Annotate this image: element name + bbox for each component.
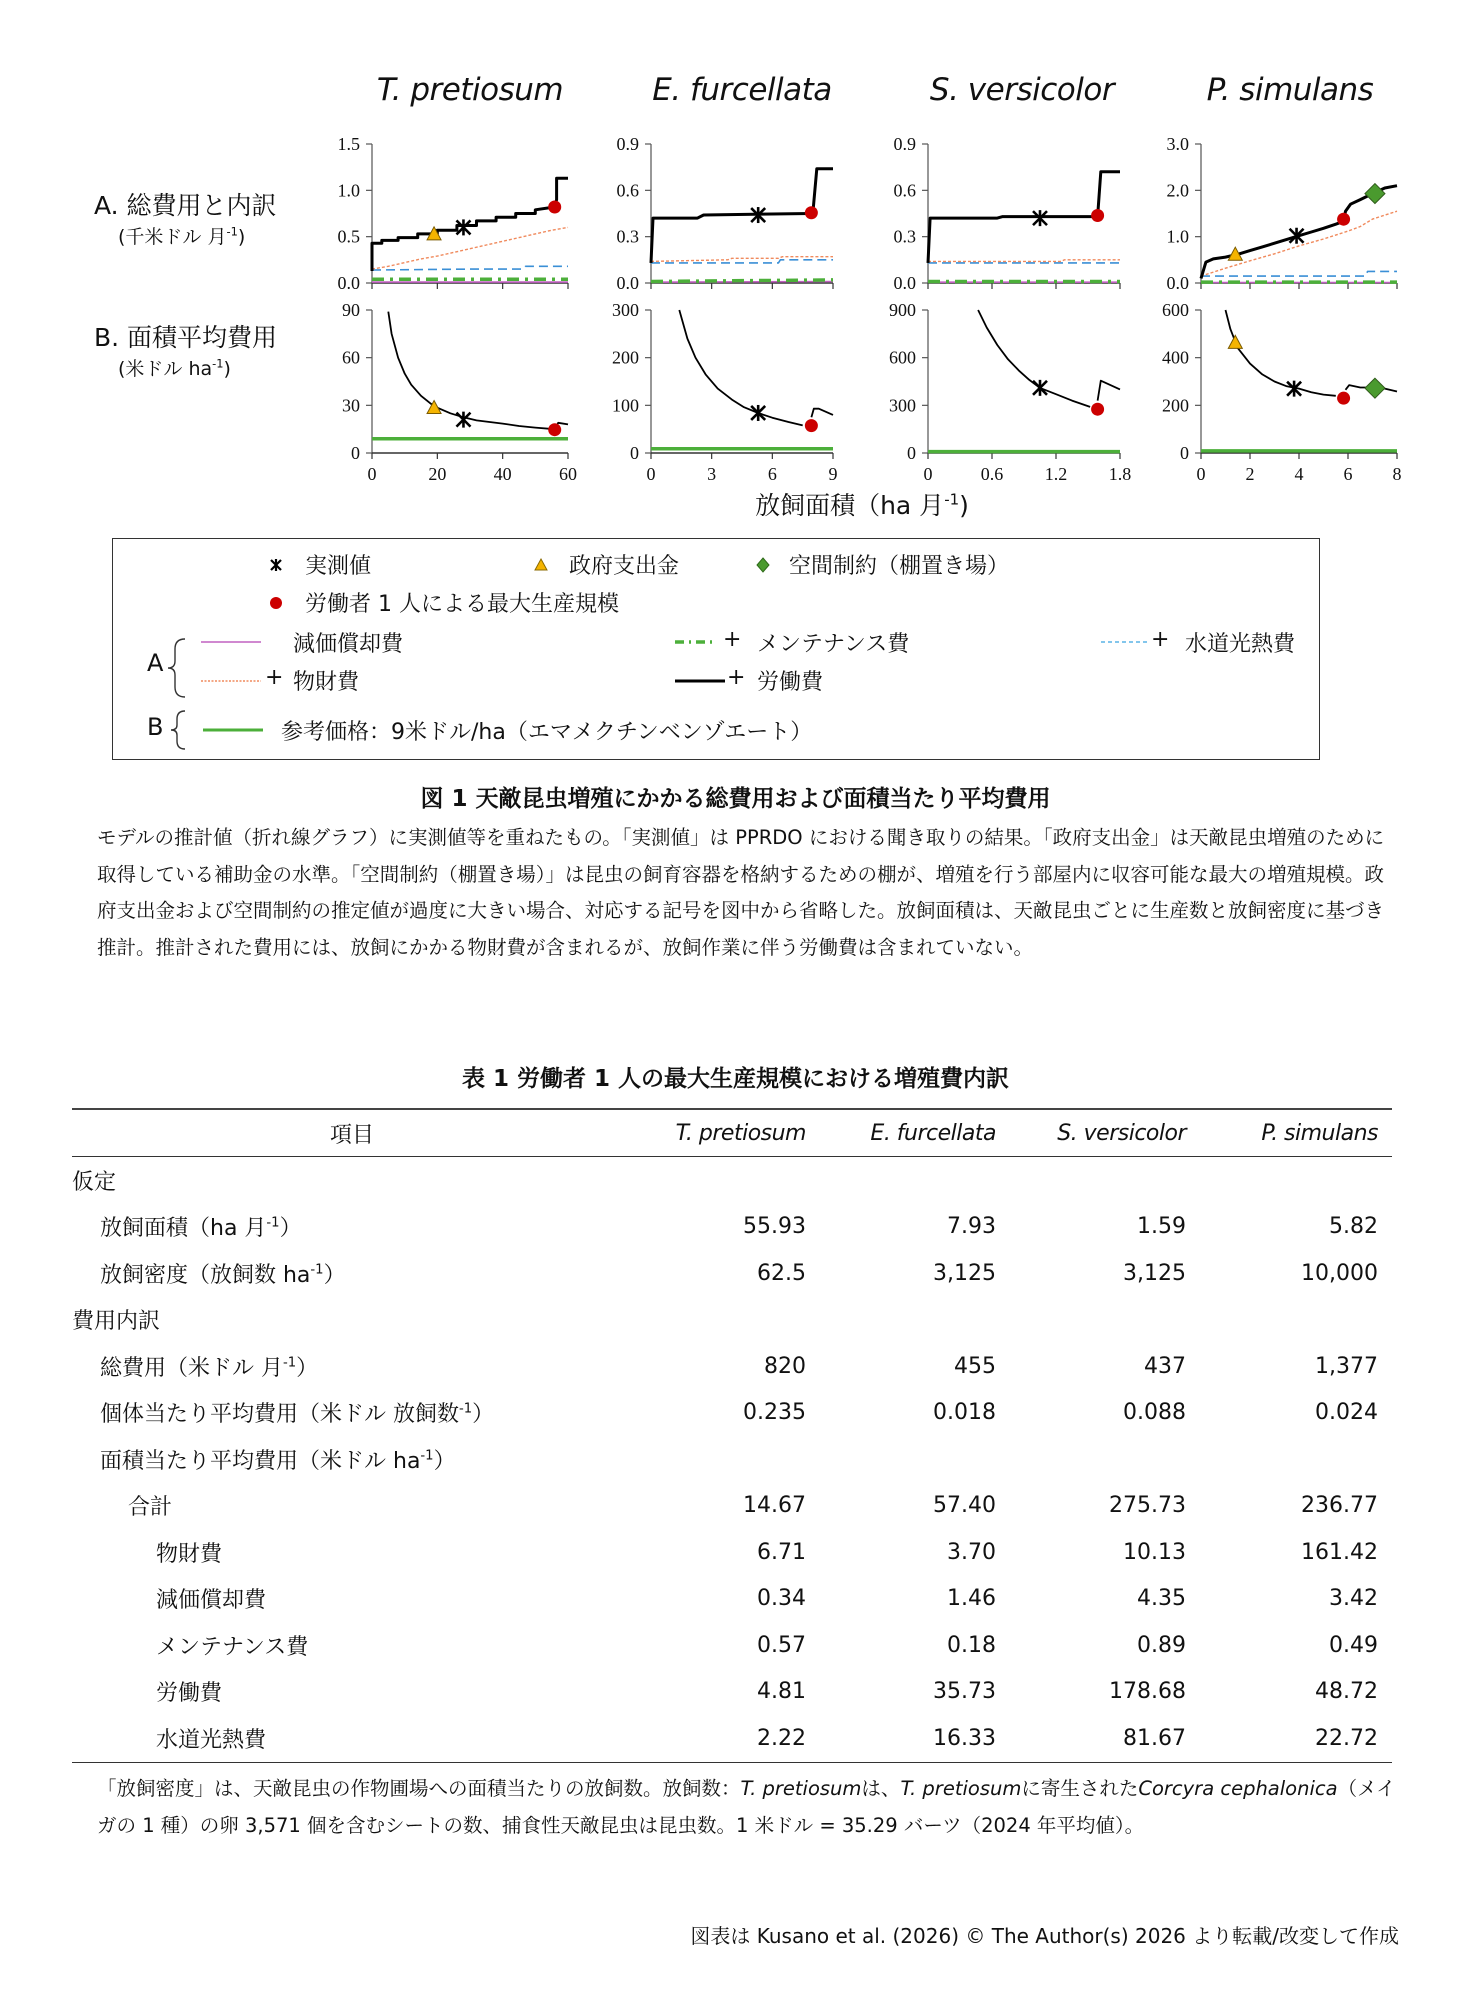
observed-marker [456,219,470,235]
table-row [72,1297,1392,1344]
legend-depreciation: 減価償却費 [293,632,404,657]
table-row [72,1715,1392,1762]
cell-value: 3,125 [1123,1260,1186,1286]
y-tick-label: 0.0 [616,273,639,293]
y-tick-label: 60 [342,347,360,368]
x-tick-label: 0 [923,464,933,484]
y-tick-label: 0 [351,443,360,463]
y-tick-label: 600 [889,347,916,368]
y-tick-label: 200 [612,347,639,368]
cell-value: 57.40 [933,1493,996,1519]
x-tick-label: 8 [1392,464,1402,484]
table-note: 「放飼密度」は、天敵昆虫の作物圃場への面積当たりの放飼数。放飼数：T. pretiosumは、T. pretiosumに寄生されたCorcyra cephalonica（メイガの 1 種）の卵 3,571 個を含むシートの数、捕食性天敵昆虫は昆虫数。1 米ドル = 35.29 バーツ（2024 年平均値）。 [97,1777,1396,1837]
cell-value: 3,125 [933,1260,996,1286]
x-tick-label: 6 [767,464,777,484]
x-tick-label: 40 [493,464,512,484]
legend-space: 空間制約（棚置き場） [789,554,1010,579]
cell-value: 275.73 [1109,1493,1186,1519]
cell-value: 22.72 [1200,1715,1392,1762]
y-tick-label: 90 [342,300,360,320]
observed-marker [1033,380,1047,396]
legend-materials-plus: + [265,665,284,690]
legend-group-a: A [147,649,164,677]
materials-line [1201,211,1397,276]
max-scale-marker [548,423,561,436]
table-row [72,1529,1392,1576]
y-tick-label: 400 [1162,347,1189,368]
legend-maintenance: メンテナンス費 [757,632,910,657]
table-row [72,1436,1392,1483]
cell-value: 1,377 [1315,1353,1378,1379]
panel-B-0 [342,300,577,484]
cell-value: 6.71 [757,1539,806,1565]
legend-reference: 参考価格：9米ドル/ha（エマメクチンベンゾエート） [281,720,813,745]
cell-value [1010,1297,1200,1344]
cell-value: 48.72 [1315,1679,1378,1705]
cell-value: 0.018 [933,1400,996,1426]
observed-marker [456,412,470,428]
panel-B-2 [889,300,1131,484]
row-label: 放飼面積（ha 月$^{-1}$） [100,1215,302,1242]
cell-value: 4.35 [1137,1586,1186,1612]
x-tick-label: 9 [828,464,838,484]
cell-value: 14.67 [743,1493,806,1519]
cell-value: 820 [764,1353,806,1379]
y-tick-label: 0.9 [616,134,639,154]
chart-grid [0,0,1471,520]
y-tick-label: 1.0 [1166,226,1189,247]
x-tick-label: 0.6 [980,464,1004,484]
cell-value [820,1157,1010,1204]
x-tick-label: 4 [1294,464,1304,484]
table-row [72,1390,1392,1437]
row-b-unit: (米ドル $ha^{-1}$) [118,356,231,380]
cell-value: 0.49 [1329,1632,1378,1658]
legend-utilities-plus: + [1151,627,1170,652]
row-label: 物財費 [156,1541,223,1567]
y-tick-label: 0 [1180,443,1189,463]
table-row [72,1576,1392,1623]
table-row [72,1250,1392,1297]
x-tick-label: 60 [559,464,577,484]
legend-group-b: B [147,713,164,741]
maintenance-line [651,280,833,282]
avg-cost-line [388,312,554,430]
table-header-species: S. versicolor [1010,1109,1200,1157]
avg-cost-line-beyond [811,409,833,418]
cell-value: 7.93 [947,1214,996,1240]
cell-value: 55.93 [743,1214,806,1240]
y-tick-label: 0 [630,443,639,463]
x-tick-label: 3 [707,464,717,484]
panel-A-1 [617,134,834,293]
materials-line [928,260,1120,262]
cell-value: 178.68 [1109,1679,1186,1705]
cell-value: 161.42 [1301,1539,1378,1565]
figure-note: モデルの推計値（折れ線グラフ）に実測値等を重ねたもの。「実測値」は PPRDO における聞き取りの結果。「政府支出金」は天敵昆虫増殖のために取得している補助金の水準。「空間制約（棚置き場）」は昆虫の飼育容器を格納するための棚が、増殖を行う部屋内に収容可能な最大の増殖規模。政府支出金および空間制約の推定値が過度に大きい場合、対応する記号を図中から省略した。放飼面積は、天敵昆虫ごとに生産数と放飼密度に基づき推計。推計された費用には、放飼にかかる物財費が含まれるが、放飼作業に伴う労働費は含まれていない。 [97,826,1385,959]
cell-value: 3.42 [1329,1586,1378,1612]
table-header-item: 項目 [72,1109,632,1157]
table-header-species: P. simulans [1200,1109,1392,1157]
row-label: 個体当たり平均費用（米ドル 放飼数$^{-1}$） [100,1401,495,1428]
table-row [72,1157,1392,1204]
space-constraint-marker [1365,184,1385,204]
cell-value: 10.13 [1123,1539,1186,1565]
y-tick-label: 0.3 [616,226,639,247]
y-tick-label: 0 [907,443,916,463]
legend [112,538,1320,760]
legend-labor-plus: + [727,665,746,690]
row-label: 費用内訳 [72,1309,161,1335]
table-row [72,1483,1392,1530]
cell-value: 62.5 [757,1260,806,1286]
x-tick-label: 2 [1245,464,1255,484]
cell-value [1200,1297,1392,1344]
y-tick-label: 0.0 [893,273,916,293]
avg-cost-line [679,310,802,425]
observed-marker-icon [271,559,281,571]
cell-value [820,1436,1010,1483]
cell-value [1010,1436,1200,1483]
x-tick-label: 0 [1196,464,1206,484]
cell-value: 16.33 [820,1715,1010,1762]
legend-utilities: 水道光熱費 [1185,632,1296,657]
panel-B-3 [1162,300,1402,484]
y-tick-label: 300 [889,395,916,416]
cell-value: 455 [954,1353,996,1379]
cell-value: 0.34 [757,1586,806,1612]
utilities-line [1201,271,1397,276]
species-title-p-simulans: P. simulans [1206,72,1374,108]
cell-value: 0.088 [1123,1400,1186,1426]
table-row [72,1622,1392,1669]
y-tick-label: 0.0 [337,273,360,293]
cell-value [632,1157,820,1204]
panel-A-2 [894,134,1121,293]
cost-table [72,1108,1392,1763]
table-caption: 表 1 労働者 1 人の最大生産規模における増殖費内訳 [461,1066,1010,1092]
avg-cost-line-beyond [1098,381,1120,401]
max-scale-marker [1091,403,1104,416]
row-label: 減価償却費 [156,1588,267,1614]
brace-a-icon [168,639,185,697]
x-tick-label: 20 [428,464,447,484]
legend-labor: 労働費 [757,670,824,695]
cell-value [1010,1157,1200,1204]
row-label: 放飼密度（放飼数 $ha^{-1}$） [100,1262,346,1288]
subsidy-marker-icon [535,559,547,570]
cell-value: 0.89 [1137,1632,1186,1658]
cell-value: 0.024 [1315,1400,1378,1426]
max-scale-marker [1091,209,1104,222]
cell-value: 1.46 [947,1586,996,1612]
row-a-unit: (千米ドル 月$^{-1}$) [118,224,246,248]
legend-maintenance-plus: + [723,627,742,652]
y-tick-label: 30 [342,395,360,416]
row-label: 総費用（米ドル 月$^{-1}$） [100,1355,319,1381]
row-label: 労働費 [156,1681,223,1707]
x-tick-label: 0 [646,464,656,484]
cell-value: 81.67 [1010,1715,1200,1762]
species-title-e-furcellata: E. furcellata [652,72,832,108]
y-tick-label: 600 [1162,300,1189,320]
cell-value [1200,1157,1392,1204]
cell-value: 5.82 [1329,1214,1378,1240]
row-label: 水道光熱費 [72,1715,632,1762]
space-constraint-marker [1365,378,1385,398]
max-scale-marker [805,419,818,432]
cell-value: 3.70 [947,1539,996,1565]
y-tick-label: 3.0 [1166,134,1189,154]
table-header-species: E. furcellata [820,1109,1010,1157]
species-title-s-versicolor: S. versicolor [929,72,1115,108]
panel-A-3 [1167,134,1398,293]
y-tick-label: 0.0 [1166,273,1189,293]
table-header-row [72,1109,1392,1157]
space-marker-icon [757,558,769,572]
panel-B-1 [612,300,838,484]
table-row [72,1343,1392,1390]
cell-value: 4.81 [757,1679,806,1705]
row-label: 仮定 [72,1169,117,1195]
observed-marker [751,405,765,421]
avg-cost-line [1226,310,1336,396]
y-tick-label: 100 [612,395,639,416]
y-tick-label: 0.6 [616,180,639,201]
table-row [72,1669,1392,1716]
cell-value: 10,000 [1301,1260,1378,1286]
legend-observed: 実測値 [305,554,372,579]
legend-max-scale: 労働者 1 人による最大生産規模 [305,592,619,617]
cell-value [1200,1436,1392,1483]
brace-b-icon [171,711,185,749]
y-tick-label: 0.6 [893,180,916,201]
cell-value: 0.18 [947,1632,996,1658]
y-tick-label: 1.5 [337,134,360,154]
subsidy-marker [1228,335,1242,348]
row-label: 合計 [128,1495,173,1521]
cell-value: 236.77 [1301,1493,1378,1519]
x-tick-label: 6 [1343,464,1353,484]
x-tick-label: 0 [367,464,377,484]
y-tick-label: 1.0 [337,180,360,201]
table-row [72,1204,1392,1251]
row-label: メンテナンス費 [156,1634,309,1660]
observed-marker [1033,210,1047,226]
cell-value: 437 [1144,1353,1186,1379]
max-scale-marker-icon [270,597,282,609]
total-cost-line [372,178,568,271]
y-tick-label: 300 [612,300,639,320]
y-tick-label: 900 [889,300,916,320]
cell-value [820,1297,1010,1344]
y-tick-label: 0.9 [893,134,916,154]
y-tick-label: 0.5 [337,226,360,247]
credit: 図表は Kusano et al. (2026) © The Author(s) 2026 より転載/改変して作成 [690,1924,1399,1948]
legend-subsidy: 政府支出金 [569,554,680,579]
x-tick-label: 1.2 [1044,464,1068,484]
panel-A-0 [338,134,569,293]
max-scale-marker [548,201,561,214]
cell-value: 35.73 [933,1679,996,1705]
utilities-line [372,266,568,270]
row-b-label: B. 面積平均費用 [94,323,278,352]
legend-materials: 物財費 [293,670,360,695]
total-cost-line [928,172,1120,263]
cell-value [632,1436,820,1483]
y-tick-label: 0.3 [893,226,916,247]
x-tick-label: 1.8 [1108,464,1132,484]
table-header-species: T. pretiosum [632,1109,820,1157]
y-tick-label: 200 [1162,395,1189,416]
row-label: 面積当たり平均費用（米ドル $ha^{-1}$） [100,1448,456,1474]
cell-value: 1.59 [1137,1214,1186,1240]
figure-caption: 図 1 天敵昆虫増殖にかかる総費用および面積当たり平均費用 [420,786,1051,812]
cell-value: 0.57 [757,1632,806,1658]
max-scale-marker [1337,213,1350,226]
x-axis-label: 放飼面積（ha 月$^{-1}$) [755,490,969,520]
row-a-label: A. 総費用と内訳 [94,191,277,220]
max-scale-marker [805,206,818,219]
cell-value [632,1297,820,1344]
species-title-t-pretiosum: T. pretiosum [376,72,564,108]
cell-value: 2.22 [632,1715,820,1762]
max-scale-marker [1337,392,1350,405]
cell-value: 0.235 [743,1400,806,1426]
y-tick-label: 2.0 [1166,180,1189,201]
